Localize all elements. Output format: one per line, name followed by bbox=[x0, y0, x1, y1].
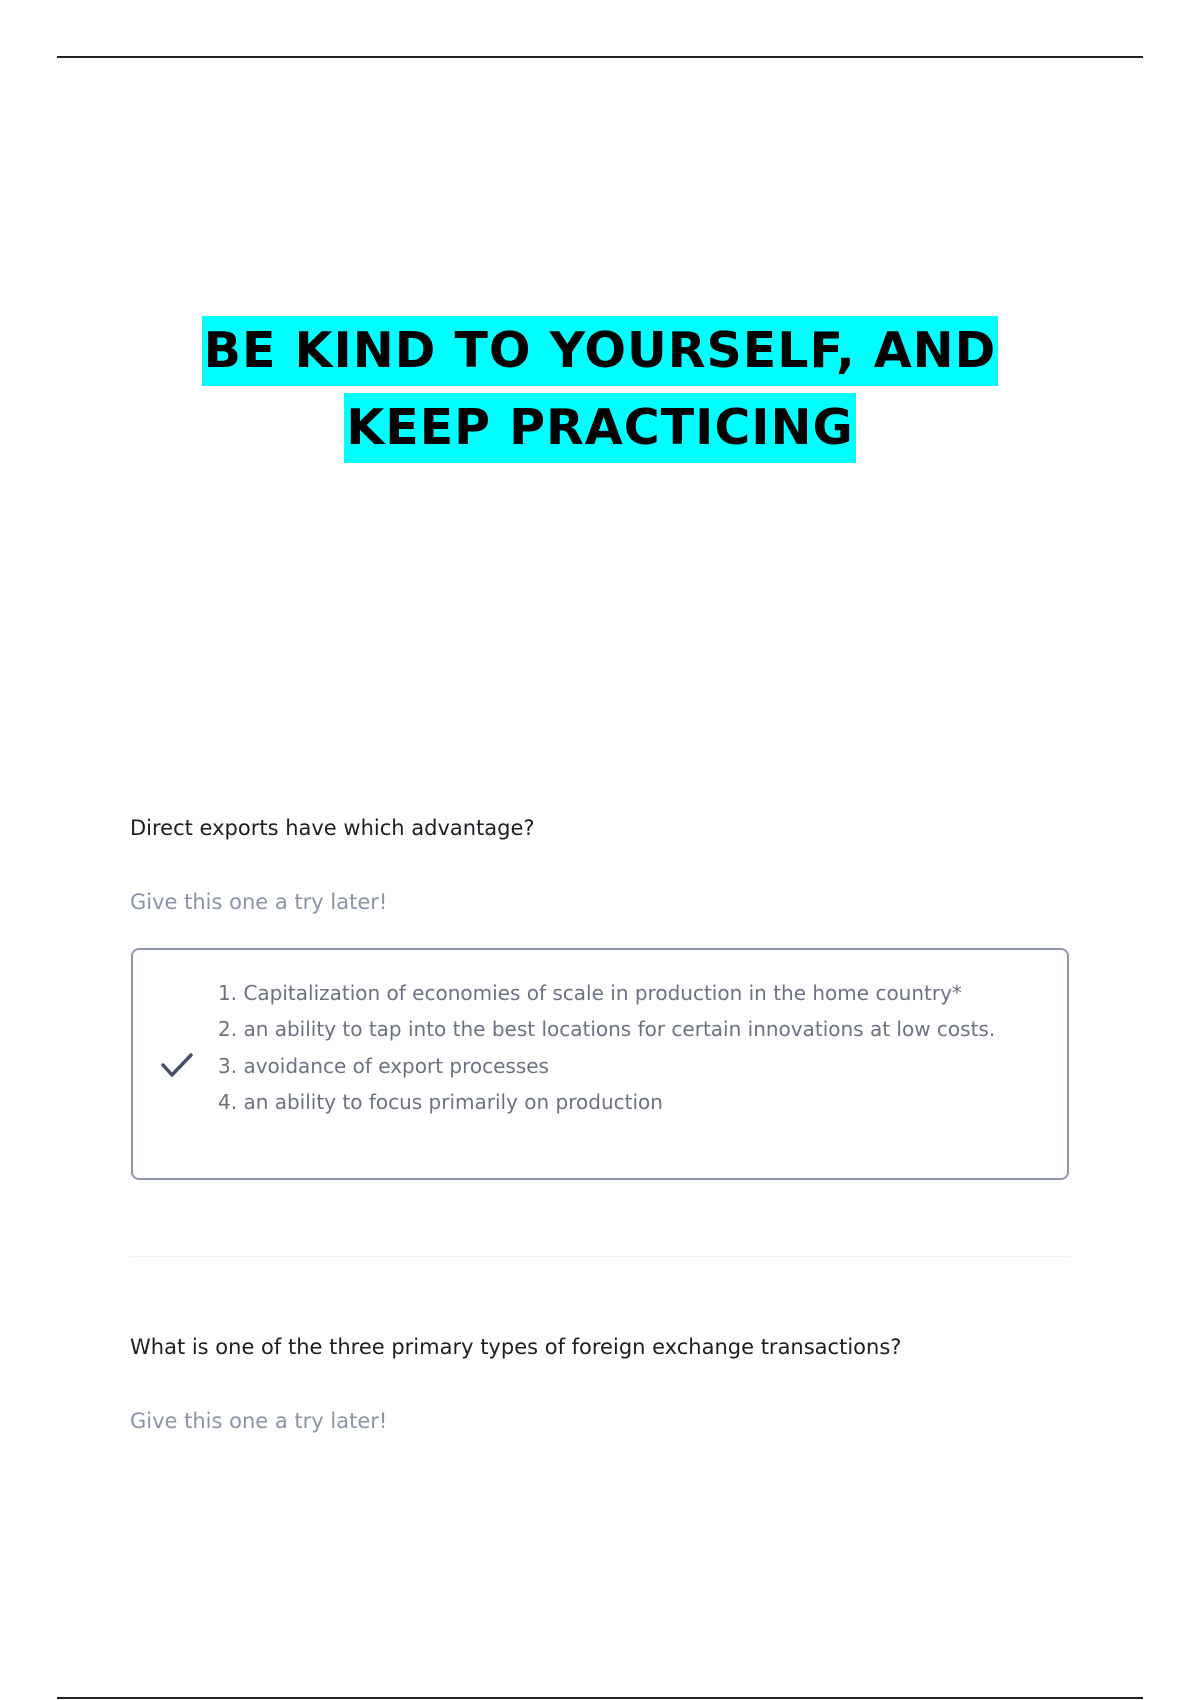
bottom-rule bbox=[57, 1697, 1143, 1699]
motivational-banner bbox=[0, 312, 1200, 466]
answer-option-2: 2. an ability to tap into the best locations for certain innovations at low costs. bbox=[218, 1017, 996, 1042]
answer-options-list bbox=[218, 975, 1048, 1121]
answer-option-3: 3. avoidance of export processes bbox=[218, 1053, 549, 1078]
banner-line-1: BE KIND TO YOURSELF, AND bbox=[202, 316, 999, 386]
question-1-text: Direct exports have which advantage? bbox=[130, 816, 535, 840]
card-divider bbox=[130, 1256, 1070, 1257]
question-1-answer-box[interactable] bbox=[131, 948, 1069, 1180]
question-1-hint[interactable]: Give this one a try later! bbox=[130, 890, 388, 914]
banner-line-2: KEEP PRACTICING bbox=[344, 393, 856, 463]
question-2-text: What is one of the three primary types of foreign exchange transactions? bbox=[130, 1335, 902, 1359]
question-2-hint[interactable]: Give this one a try later! bbox=[130, 1409, 388, 1433]
answer-option-1: 1. Capitalization of economies of scale in production in the home country* bbox=[218, 981, 962, 1005]
top-rule bbox=[57, 56, 1143, 58]
checkmark-icon bbox=[159, 1050, 195, 1080]
answer-option-4: 4. an ability to focus primarily on production bbox=[218, 1090, 663, 1115]
